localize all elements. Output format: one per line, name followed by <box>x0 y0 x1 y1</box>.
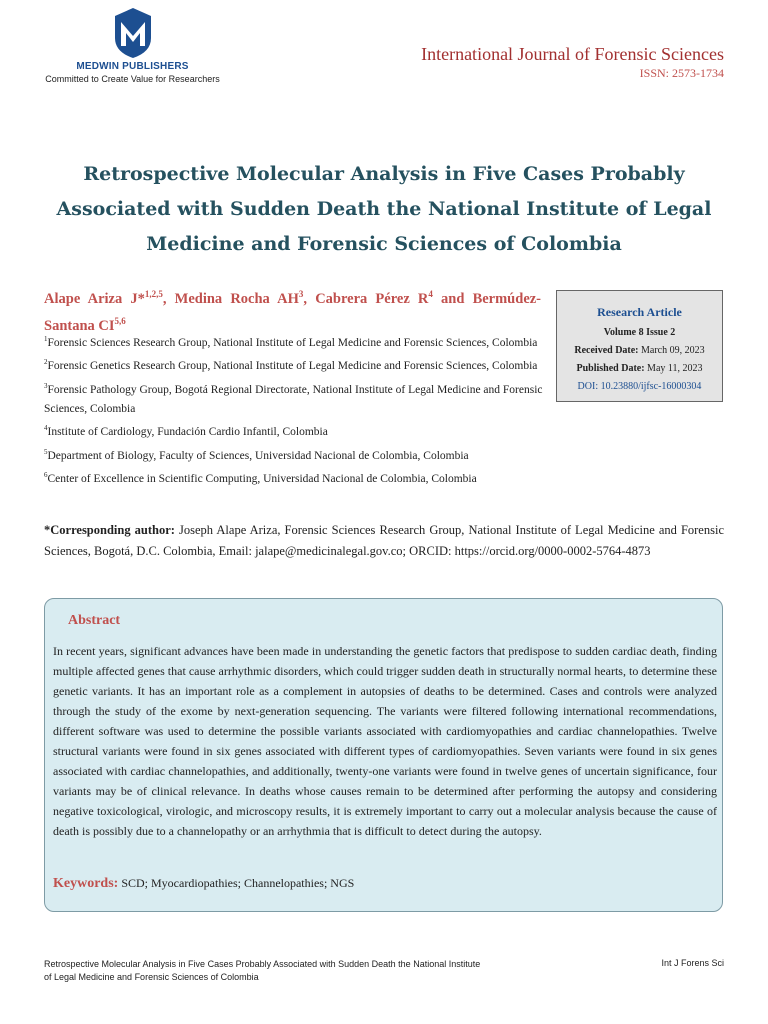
received-date <box>557 345 722 356</box>
affiliation <box>44 466 544 489</box>
affiliation-text: Forensic Genetics Research Group, National Institute of Legal Medicine and Forensic Sciences, Colombia <box>47 360 538 373</box>
article-title: Retrospective Molecular Analysis in Five Cases Probably Associated with Sudden Death the National Institute of Legal Medicine and Forensic Sciences of Colombia <box>56 163 712 255</box>
publisher-name: MEDWIN PUBLISHERS <box>76 61 189 72</box>
doi-link[interactable]: DOI: 10.23880/ijfsc-16000304 <box>577 381 702 392</box>
affiliation <box>44 330 544 353</box>
author-separator: , <box>303 290 316 307</box>
footer-running-title: Retrospective Molecular Analysis in Five Cases Probably Associated with Sudden Death the National Institute of Legal Medicine and Forensic Sciences of Colombia <box>44 959 481 982</box>
author-affil-sup: 1,2,5 <box>144 289 163 299</box>
affiliation-text: Center of Excellence in Scientific Computing, Universidad Nacional de Colombia, Colombia <box>47 472 477 485</box>
author-list <box>44 283 541 337</box>
author-name: Alape Ariza J* <box>44 290 145 307</box>
published-date <box>557 363 722 374</box>
affiliation-number: 4 <box>44 424 48 433</box>
published-label: Published Date: <box>576 363 645 374</box>
keywords-text: SCD; Myocardiopathies; Channelopathies; NGS <box>121 876 355 890</box>
affiliation-number: 6 <box>44 471 48 480</box>
affiliation-list <box>44 330 544 489</box>
affiliation-number: 5 <box>44 447 48 456</box>
corresponding-label: *Corresponding author: <box>44 523 175 537</box>
medwin-logo-icon <box>113 8 153 58</box>
affiliation-number: 2 <box>44 358 48 367</box>
received-label: Received Date: <box>574 345 639 356</box>
volume-issue-text: Volume 8 Issue 2 <box>603 327 676 338</box>
affiliation <box>44 443 544 466</box>
affiliation-text: Department of Biology, Faculty of Sciences, Universidad Nacional de Colombia, Colombia <box>47 449 469 462</box>
footer-journal-abbrev: Int J Forens Sci <box>661 958 724 968</box>
publisher-logo <box>40 8 225 88</box>
publisher-tagline: Committed to Create Value for Researchers <box>45 74 220 84</box>
affiliation <box>44 353 544 376</box>
author-name: Cabrera Pérez R <box>315 290 429 307</box>
affiliation-number: 1 <box>44 335 48 343</box>
abstract-heading: Abstract <box>68 613 121 628</box>
affiliation-number: 3 <box>44 381 48 390</box>
received-value: March 09, 2023 <box>641 345 705 356</box>
article-info-box <box>556 290 723 402</box>
author-affil-sup: 3 <box>298 289 304 299</box>
published-value: May 11, 2023 <box>647 363 703 374</box>
author-separator: and <box>432 290 473 307</box>
author-affil-sup: 5,6 <box>114 315 126 326</box>
journal-header <box>421 44 724 81</box>
keywords-label: Keywords: <box>53 876 119 891</box>
corresponding-text: Joseph Alape Ariza, Forensic Sciences Research Group, National Institute of Legal Medicine and Forensic Sciences, Bogotá, D.C. Colombia, Email: jalape@medicinalegal.gov.co; ORCID: https://orcid.org/0000-0002-5764-4873 <box>44 523 724 558</box>
abstract-text: In recent years, significant advances have been made in understanding the genetic factors that predispose to sudden cardiac death, finding multiple affected genes that cause arrhythmic disorders, which could trigger sudden death in structurally normal hearts, to determine these genetic variants. It has an important role as a complement in autopsies of deaths to be determined. Cases and controls were analyzed through the study of the exome by next-generation sequencing. The variants were filtered following international recommendations, different software was used to determine the possible variants associated with cardiomyopathies and cardiac channelopathies. Twelve structural variants were found in six genes associated with different types of cardiomyopathies. Seven variants were found in six genes associated with cardiac channelopathies, and additionally, twenty-one variants were found in twelve genes of uncertain significance, four variants may be of clinical relevance. In deaths whose causes remain to be determined after performing the autopsy and considering negative toxicological, virologic, and microscopy results, it is extremely important to carry out a molecular analysis because the cause of death is possibly due to a channelopathy or an arrhythmia that is difficult to detect during the autopsy. <box>53 644 717 838</box>
affiliation-text: Institute of Cardiology, Fundación Cardio Infantil, Colombia <box>47 426 328 439</box>
corresponding-author <box>44 520 724 562</box>
author-name: Medina Rocha AH <box>174 290 299 307</box>
affiliation <box>44 377 544 420</box>
author-affil-sup: 4 <box>428 289 433 299</box>
abstract-box <box>44 598 723 912</box>
volume-issue <box>557 327 722 338</box>
journal-name: International Journal of Forensic Sciences <box>421 44 724 64</box>
journal-issn: ISSN: 2573-1734 <box>639 66 724 80</box>
author-separator: , <box>162 290 175 307</box>
keywords <box>53 876 717 892</box>
article-type: Research Article <box>597 305 682 319</box>
affiliation <box>44 419 544 442</box>
affiliation-text: Forensic Pathology Group, Bogotá Regional Directorate, National Institute of Legal Medicine and Forensic Sciences, Colombia <box>44 383 543 415</box>
affiliation-text: Forensic Sciences Research Group, National Institute of Legal Medicine and Forensic Sciences, Colombia <box>47 336 538 349</box>
author-name: Bermúdez-Santana CI <box>44 290 542 334</box>
